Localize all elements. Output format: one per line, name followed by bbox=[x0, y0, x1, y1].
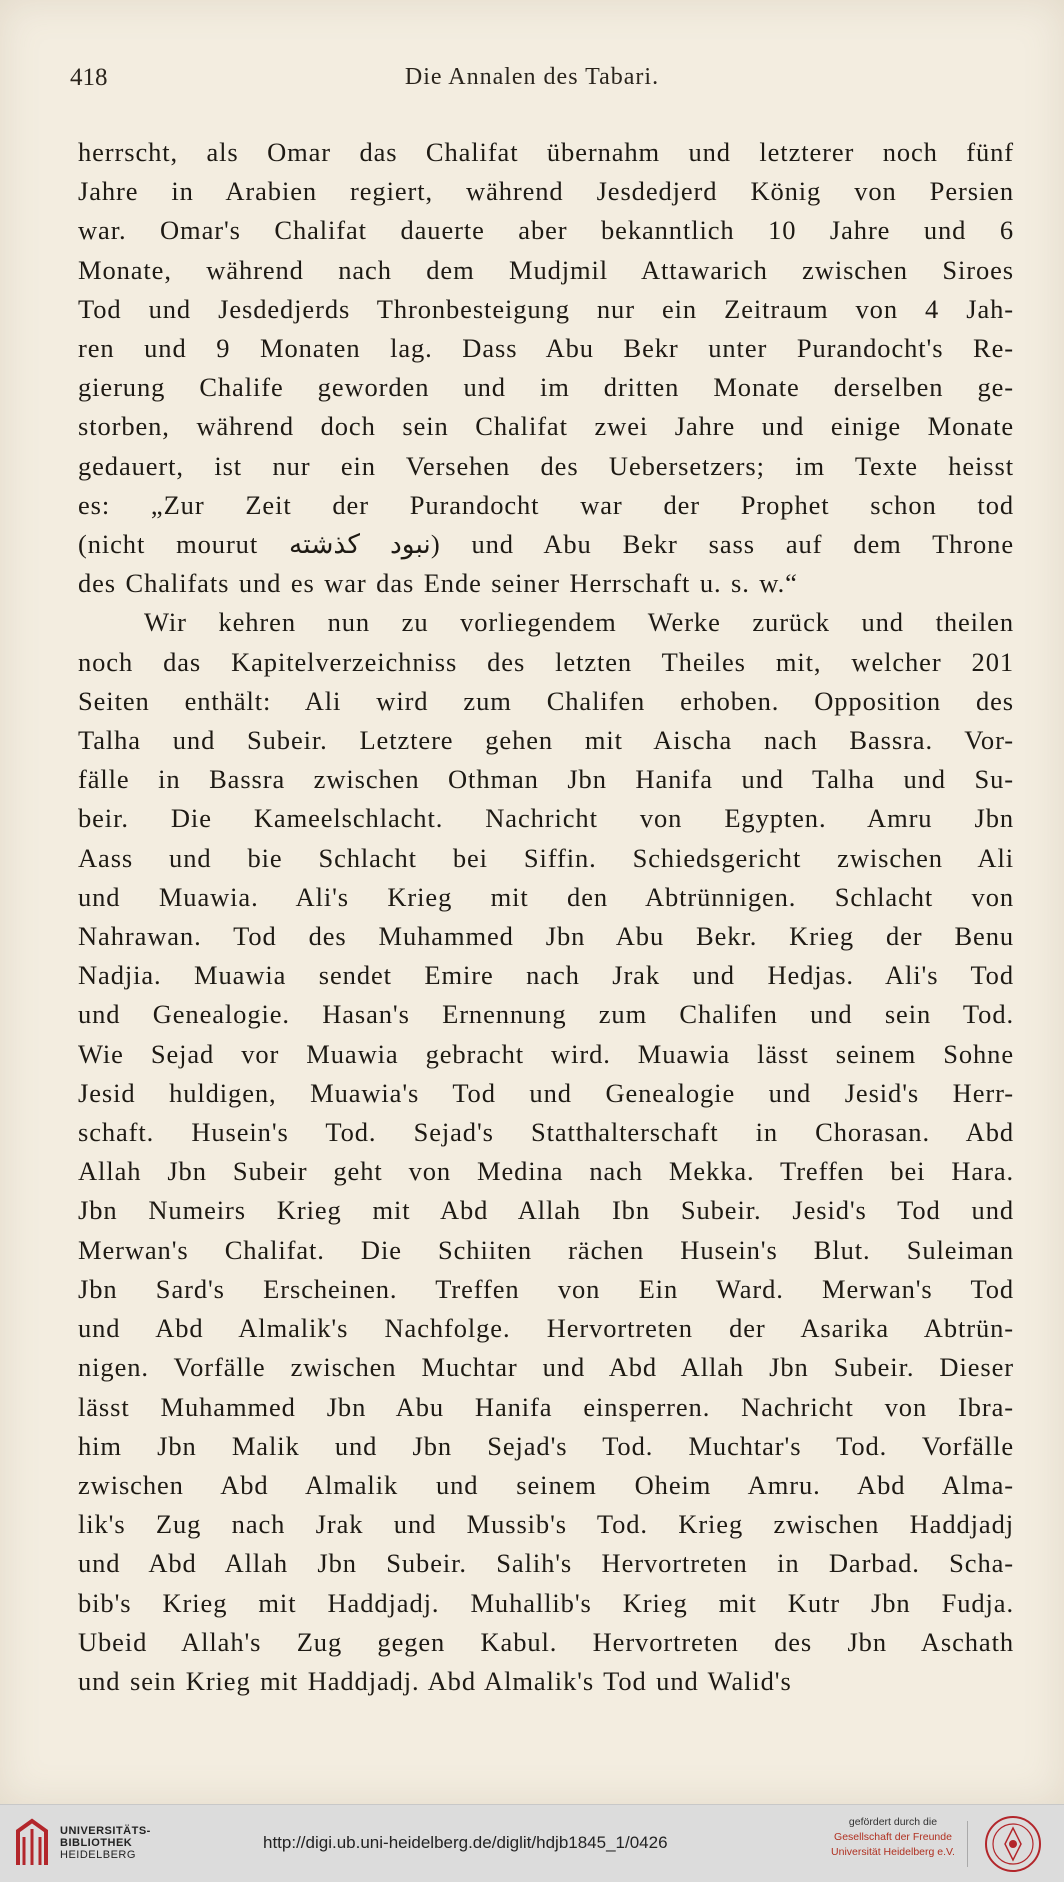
paragraph-1 bbox=[78, 133, 1014, 603]
text-line: es: „Zur Zeit der Purandocht war der Prophet schon tod bbox=[78, 489, 1014, 520]
text-line: Allah Jbn Subeir geht von Medina nach Mekka. Treffen bei Hara. bbox=[78, 1156, 1014, 1187]
sponsor-name: Universität Heidelberg e.V. bbox=[831, 1846, 955, 1858]
sponsor-notice bbox=[818, 1815, 968, 1860]
sponsor-label: gefördert durch die bbox=[848, 1816, 938, 1828]
text-line: Monate, während nach dem Mudjmil Attawarich zwischen Siroes bbox=[78, 254, 1014, 285]
paragraph-2 bbox=[78, 603, 1014, 1701]
body-text bbox=[78, 133, 1014, 1701]
digitization-footer bbox=[0, 1804, 1064, 1882]
text-line: schaft. Husein's Tod. Sejad's Statthalterschaft in Chorasan. Abd bbox=[78, 1117, 1014, 1148]
text-line: Talha und Subeir. Letztere gehen mit Aischa nach Bassra. Vor- bbox=[78, 725, 1014, 756]
text-line: Jbn Numeirs Krieg mit Abd Allah Ibn Subeir. Jesid's Tod und bbox=[78, 1195, 1014, 1226]
library-name-line: HEIDELBERG bbox=[60, 1849, 136, 1861]
university-library-logo-icon bbox=[12, 1817, 52, 1869]
text-line: lässt Muhammed Jbn Abu Hanifa einsperren. Nachricht von Ibra- bbox=[78, 1391, 1014, 1422]
text-line: und Abd Almalik's Nachfolge. Hervortreten der Asarika Abtrün- bbox=[78, 1313, 1014, 1344]
text-line: und Muawia. Ali's Krieg mit den Abtrünnigen. Schlacht von bbox=[78, 881, 1014, 912]
text-line: und Genealogie. Hasan's Ernennung zum Chalifen und sein Tod. bbox=[78, 999, 1014, 1030]
university-seal-icon bbox=[980, 1814, 1046, 1874]
sponsor-name: Gesellschaft der Freunde bbox=[834, 1831, 952, 1843]
text-line: storben, während doch sein Chalifat zwei Jahre und einige Monate bbox=[78, 411, 1014, 442]
text-line: fälle in Bassra zwischen Othman Jbn Hanifa und Talha und Su- bbox=[78, 764, 1014, 795]
text-line: herrscht, als Omar das Chalifat übernahm und letzterer noch fünf bbox=[78, 137, 1014, 167]
permalink-url[interactable]: http://digi.ub.uni-heidelberg.de/diglit/hdjb1845_1/0426 bbox=[263, 1833, 668, 1852]
text-line: beir. Die Kameelschlacht. Nachricht von Egypten. Amru Jbn bbox=[78, 803, 1014, 834]
text-line: Wir kehren nun zu vorliegendem Werke zurück und theilen bbox=[144, 607, 1014, 638]
text-line: bib's Krieg mit Haddjadj. Muhallib's Krieg mit Kutr Jbn Fudja. bbox=[78, 1587, 1014, 1618]
text-line: lik's Zug nach Jrak und Mussib's Tod. Krieg zwischen Haddjadj bbox=[78, 1509, 1014, 1540]
text-line: Ubeid Allah's Zug gegen Kabul. Hervortreten des Jbn Aschath bbox=[78, 1626, 1014, 1657]
text-line: Jahre in Arabien regiert, während Jesdedjerd König von Persien bbox=[78, 176, 1014, 207]
text-line: Nahrawan. Tod des Muhammed Jbn Abu Bekr. Krieg der Benu bbox=[78, 921, 1014, 952]
text-line: Aass und bie Schlacht bei Siffin. Schiedsgericht zwischen Ali bbox=[78, 842, 1014, 873]
text-line: und sein Krieg mit Haddjadj. Abd Almalik's Tod und Walid's bbox=[78, 1665, 792, 1696]
library-name-line: BIBLIOTHEK bbox=[60, 1837, 133, 1849]
text-line: him Jbn Malik und Jbn Sejad's Tod. Muchtar's Tod. Vorfälle bbox=[78, 1430, 1014, 1461]
text-line: gierung Chalife geworden und im dritten Monate derselben ge- bbox=[78, 372, 1014, 403]
text-line: ren und 9 Monaten lag. Dass Abu Bekr unter Purandocht's Re- bbox=[78, 333, 1014, 364]
text-line: (nicht mourut نبود کذشته) und Abu Bekr sass auf dem Throne bbox=[78, 529, 1014, 560]
text-line: Merwan's Chalifat. Die Schiiten rächen Husein's Blut. Suleiman bbox=[78, 1234, 1014, 1265]
text-line: noch das Kapitelverzeichniss des letzten Theiles mit, welcher 201 bbox=[78, 646, 1014, 677]
text-line: Jbn Sard's Erscheinen. Treffen von Ein Ward. Merwan's Tod bbox=[78, 1273, 1014, 1304]
text-line: Seiten enthält: Ali wird zum Chalifen erhoben. Opposition des bbox=[78, 685, 1014, 716]
text-line: und Abd Allah Jbn Subeir. Salih's Hervortreten in Darbad. Scha- bbox=[78, 1548, 1014, 1579]
text-line: gedauert, ist nur ein Versehen des Uebersetzers; im Texte heisst bbox=[78, 450, 1014, 481]
text-line: Nadjia. Muawia sendet Emire nach Jrak und Hedjas. Ali's Tod bbox=[78, 960, 1014, 991]
text-line: Tod und Jesdedjerds Thronbesteigung nur ein Zeitraum von 4 Jah- bbox=[78, 293, 1014, 324]
text-line: Wie Sejad vor Muawia gebracht wird. Muawia lässt seinem Sohne bbox=[78, 1038, 1014, 1069]
page-header bbox=[0, 64, 1064, 104]
text-line: nigen. Vorfälle zwischen Muchtar und Abd Allah Jbn Subeir. Dieser bbox=[78, 1352, 1014, 1383]
text-line: Jesid huldigen, Muawia's Tod und Genealogie und Jesid's Herr- bbox=[78, 1077, 1014, 1108]
page-number: 418 bbox=[70, 64, 108, 91]
library-name bbox=[60, 1825, 151, 1861]
library-name-line: UNIVERSITÄTS- bbox=[60, 1825, 151, 1837]
footer-divider bbox=[967, 1821, 968, 1867]
text-line: war. Omar's Chalifat dauerte aber bekanntlich 10 Jahre und 6 bbox=[78, 215, 1014, 246]
text-line: des Chalifats und es war das Ende seiner Herrschaft u. s. w.“ bbox=[78, 568, 798, 599]
text-line: zwischen Abd Almalik und seinem Oheim Amru. Abd Alma- bbox=[78, 1469, 1014, 1500]
running-title: Die Annalen des Tabari. bbox=[404, 64, 660, 90]
